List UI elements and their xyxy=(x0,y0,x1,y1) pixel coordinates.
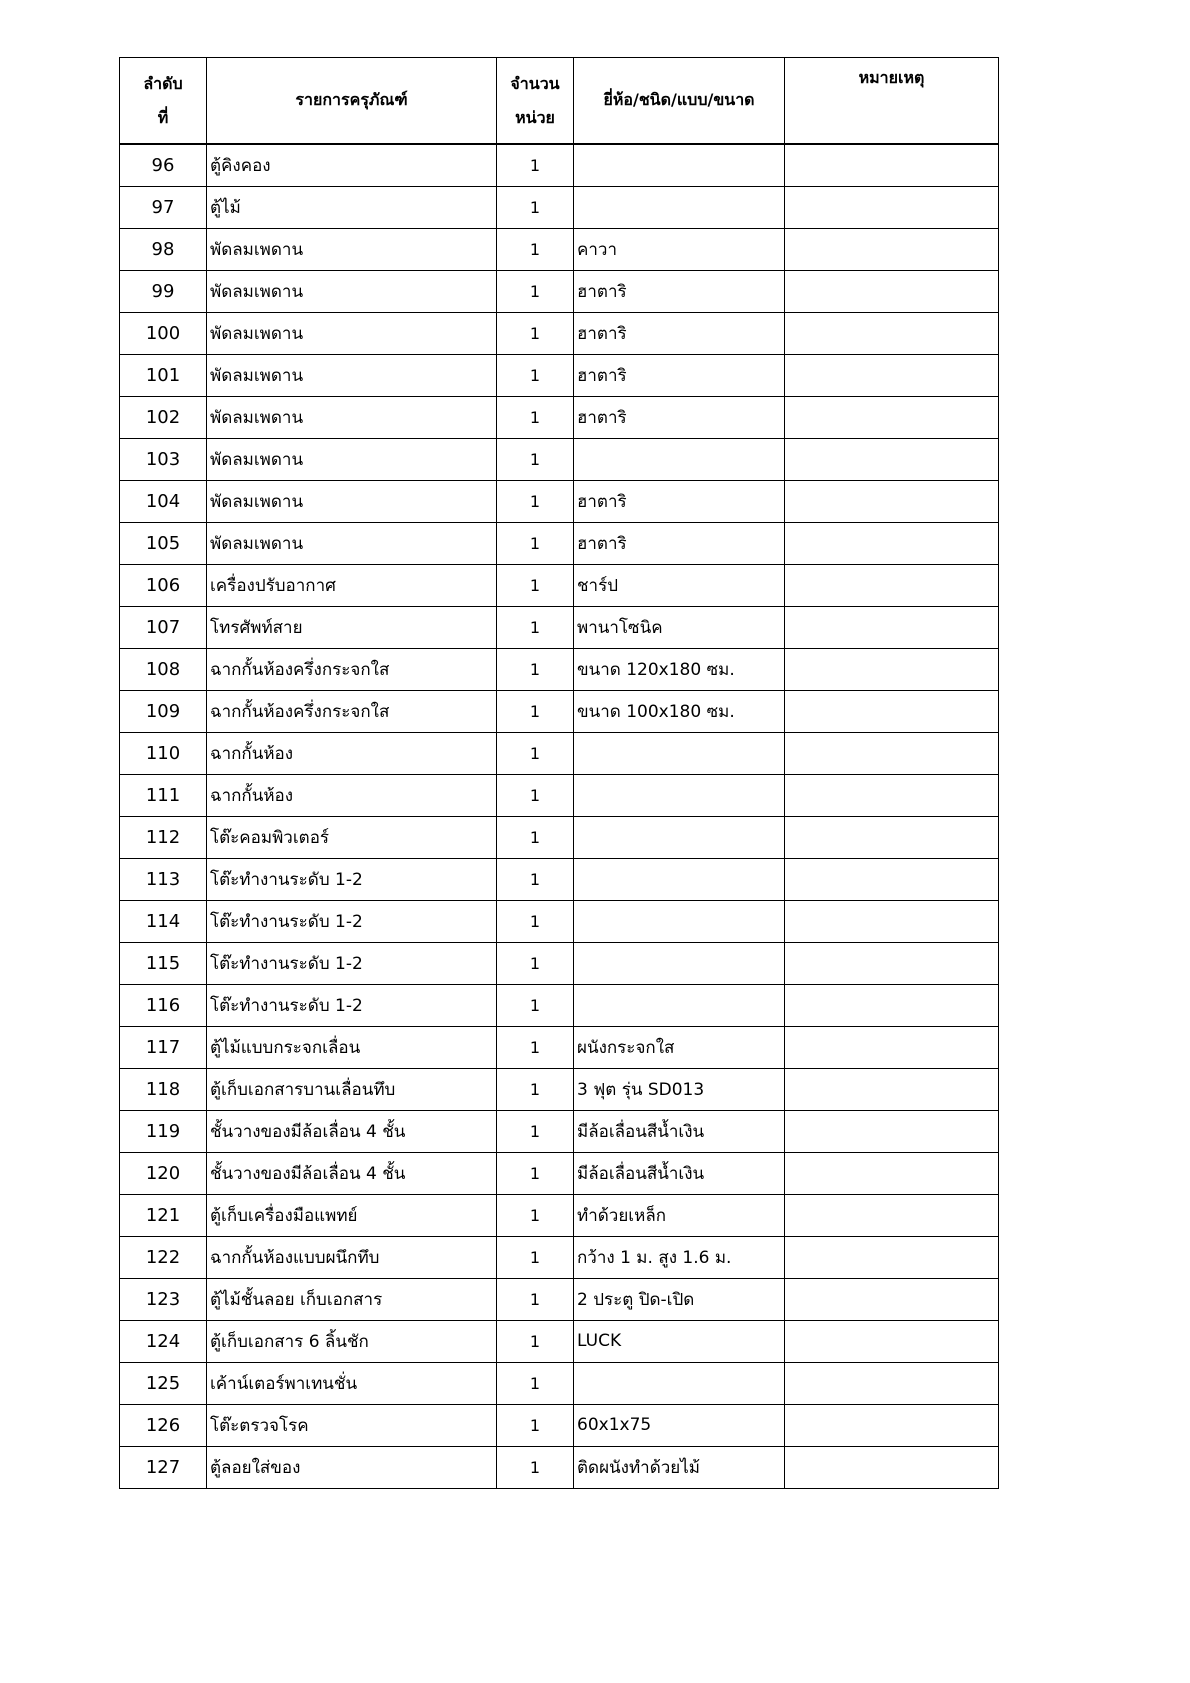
row-quantity: 1 xyxy=(497,648,574,690)
header-number xyxy=(120,58,207,145)
row-note xyxy=(785,1194,999,1236)
row-brand xyxy=(574,438,785,480)
row-brand: ฮาตาริ xyxy=(574,312,785,354)
table-row xyxy=(120,1278,999,1320)
row-note xyxy=(785,396,999,438)
row-item: ตู้ไม้ xyxy=(207,186,497,228)
row-brand: มีล้อเลื่อนสีน้ำเงิน xyxy=(574,1152,785,1194)
row-note xyxy=(785,732,999,774)
row-note xyxy=(785,1320,999,1362)
row-brand xyxy=(574,186,785,228)
table-row xyxy=(120,396,999,438)
row-note xyxy=(785,438,999,480)
header-quantity xyxy=(497,58,574,145)
table-row xyxy=(120,270,999,312)
table-row xyxy=(120,858,999,900)
row-item: ชั้นวางของมีล้อเลื่อน 4 ชั้น xyxy=(207,1110,497,1152)
row-item: ชั้นวางของมีล้อเลื่อน 4 ชั้น xyxy=(207,1152,497,1194)
row-number: 117 xyxy=(120,1026,207,1068)
row-item: ตู้เก็บเครื่องมือแพทย์ xyxy=(207,1194,497,1236)
header-quantity-line2: หน่วย xyxy=(515,107,555,127)
row-quantity: 1 xyxy=(497,858,574,900)
row-brand: คาวา xyxy=(574,228,785,270)
row-note xyxy=(785,1026,999,1068)
row-brand: ขนาด 100x180 ซม. xyxy=(574,690,785,732)
table-row xyxy=(120,186,999,228)
row-number: 119 xyxy=(120,1110,207,1152)
row-brand xyxy=(574,942,785,984)
row-brand: ฮาตาริ xyxy=(574,480,785,522)
row-note xyxy=(785,144,999,186)
row-item: ตู้เก็บเอกสารบานเลื่อนทึบ xyxy=(207,1068,497,1110)
row-number: 103 xyxy=(120,438,207,480)
row-note xyxy=(785,1152,999,1194)
header-note: หมายเหตุ xyxy=(785,58,999,145)
table-row xyxy=(120,606,999,648)
row-quantity: 1 xyxy=(497,984,574,1026)
row-quantity: 1 xyxy=(497,1194,574,1236)
row-number: 108 xyxy=(120,648,207,690)
row-number: 123 xyxy=(120,1278,207,1320)
row-number: 110 xyxy=(120,732,207,774)
table-row xyxy=(120,564,999,606)
table-row xyxy=(120,1026,999,1068)
table-row xyxy=(120,774,999,816)
row-brand xyxy=(574,900,785,942)
row-note xyxy=(785,984,999,1026)
row-brand: ทำด้วยเหล็ก xyxy=(574,1194,785,1236)
row-note xyxy=(785,606,999,648)
row-quantity: 1 xyxy=(497,438,574,480)
row-note xyxy=(785,858,999,900)
table-row xyxy=(120,522,999,564)
row-brand: ติดผนังทำด้วยไม้ xyxy=(574,1446,785,1488)
table-row xyxy=(120,1068,999,1110)
row-number: 116 xyxy=(120,984,207,1026)
table-row xyxy=(120,438,999,480)
row-note xyxy=(785,1110,999,1152)
row-quantity: 1 xyxy=(497,942,574,984)
row-number: 105 xyxy=(120,522,207,564)
row-brand: ฮาตาริ xyxy=(574,522,785,564)
row-item: ตู้คิงคอง xyxy=(207,144,497,186)
table-body xyxy=(120,144,999,1488)
row-item: พัดลมเพดาน xyxy=(207,396,497,438)
row-brand: ฮาตาริ xyxy=(574,354,785,396)
row-number: 104 xyxy=(120,480,207,522)
row-brand xyxy=(574,816,785,858)
equipment-table xyxy=(119,57,999,1489)
row-number: 121 xyxy=(120,1194,207,1236)
row-note xyxy=(785,228,999,270)
row-item: ตู้ลอยใส่ของ xyxy=(207,1446,497,1488)
row-number: 124 xyxy=(120,1320,207,1362)
row-note xyxy=(785,522,999,564)
table-row xyxy=(120,354,999,396)
row-quantity: 1 xyxy=(497,1362,574,1404)
row-quantity: 1 xyxy=(497,1278,574,1320)
row-note xyxy=(785,186,999,228)
row-brand: กว้าง 1 ม. สูง 1.6 ม. xyxy=(574,1236,785,1278)
row-quantity: 1 xyxy=(497,816,574,858)
row-brand: 60x1x75 xyxy=(574,1404,785,1446)
row-brand: พานาโซนิค xyxy=(574,606,785,648)
table-row xyxy=(120,816,999,858)
row-quantity: 1 xyxy=(497,228,574,270)
row-quantity: 1 xyxy=(497,1026,574,1068)
row-quantity: 1 xyxy=(497,396,574,438)
table-row xyxy=(120,1194,999,1236)
row-number: 127 xyxy=(120,1446,207,1488)
row-note xyxy=(785,816,999,858)
row-note xyxy=(785,648,999,690)
row-number: 96 xyxy=(120,144,207,186)
row-note xyxy=(785,564,999,606)
row-quantity: 1 xyxy=(497,270,574,312)
row-note xyxy=(785,900,999,942)
row-number: 109 xyxy=(120,690,207,732)
header-number-line1: ลำดับ xyxy=(143,73,183,93)
row-brand: ชาร์ป xyxy=(574,564,785,606)
row-brand: 2 ประตู ปิด-เปิด xyxy=(574,1278,785,1320)
row-number: 98 xyxy=(120,228,207,270)
row-item: ฉากกั้นห้อง xyxy=(207,732,497,774)
row-note xyxy=(785,1362,999,1404)
table-row xyxy=(120,1404,999,1446)
row-number: 122 xyxy=(120,1236,207,1278)
row-quantity: 1 xyxy=(497,1404,574,1446)
header-quantity-line1: จำนวน xyxy=(510,73,560,93)
row-item: ตู้เก็บเอกสาร 6 ลิ้นชัก xyxy=(207,1320,497,1362)
table-row xyxy=(120,900,999,942)
row-quantity: 1 xyxy=(497,732,574,774)
row-number: 106 xyxy=(120,564,207,606)
row-brand: มีล้อเลื่อนสีน้ำเงิน xyxy=(574,1110,785,1152)
row-note xyxy=(785,1404,999,1446)
row-note xyxy=(785,1236,999,1278)
row-item: ตู้ไม้ชั้นลอย เก็บเอกสาร xyxy=(207,1278,497,1320)
row-quantity: 1 xyxy=(497,522,574,564)
row-item: โทรศัพท์สาย xyxy=(207,606,497,648)
row-number: 107 xyxy=(120,606,207,648)
row-quantity: 1 xyxy=(497,1110,574,1152)
row-quantity: 1 xyxy=(497,606,574,648)
row-number: 126 xyxy=(120,1404,207,1446)
row-item: พัดลมเพดาน xyxy=(207,228,497,270)
table-row xyxy=(120,732,999,774)
row-number: 114 xyxy=(120,900,207,942)
row-number: 102 xyxy=(120,396,207,438)
row-item: พัดลมเพดาน xyxy=(207,270,497,312)
table-row xyxy=(120,1152,999,1194)
row-item: พัดลมเพดาน xyxy=(207,312,497,354)
header-item: รายการครุภัณฑ์ xyxy=(207,58,497,145)
row-item: ฉากกั้นห้องแบบผนึกทึบ xyxy=(207,1236,497,1278)
table-row xyxy=(120,690,999,732)
table-row xyxy=(120,1446,999,1488)
table-row xyxy=(120,144,999,186)
row-number: 118 xyxy=(120,1068,207,1110)
row-brand: ขนาด 120x180 ซม. xyxy=(574,648,785,690)
table-row xyxy=(120,1320,999,1362)
row-quantity: 1 xyxy=(497,690,574,732)
document-page xyxy=(119,57,998,1489)
row-item: พัดลมเพดาน xyxy=(207,522,497,564)
row-quantity: 1 xyxy=(497,900,574,942)
row-item: โต๊ะตรวจโรค xyxy=(207,1404,497,1446)
table-header-row xyxy=(120,58,999,145)
row-note xyxy=(785,270,999,312)
header-number-line2: ที่ xyxy=(157,107,169,127)
row-brand: ฮาตาริ xyxy=(574,396,785,438)
row-number: 115 xyxy=(120,942,207,984)
row-brand xyxy=(574,984,785,1026)
row-number: 125 xyxy=(120,1362,207,1404)
row-note xyxy=(785,1068,999,1110)
row-quantity: 1 xyxy=(497,354,574,396)
row-item: โต๊ะทำงานระดับ 1-2 xyxy=(207,900,497,942)
table-row xyxy=(120,312,999,354)
row-brand xyxy=(574,144,785,186)
row-brand: ผนังกระจกใส xyxy=(574,1026,785,1068)
table-row xyxy=(120,1110,999,1152)
row-item: เค้าน์เตอร์พาเทนชั่น xyxy=(207,1362,497,1404)
row-note xyxy=(785,354,999,396)
table-row xyxy=(120,942,999,984)
row-number: 99 xyxy=(120,270,207,312)
row-quantity: 1 xyxy=(497,186,574,228)
row-number: 113 xyxy=(120,858,207,900)
row-number: 120 xyxy=(120,1152,207,1194)
row-item: โต๊ะทำงานระดับ 1-2 xyxy=(207,942,497,984)
row-item: ตู้ไม้แบบกระจกเลื่อน xyxy=(207,1026,497,1068)
row-quantity: 1 xyxy=(497,144,574,186)
row-note xyxy=(785,312,999,354)
table-row xyxy=(120,228,999,270)
row-item: พัดลมเพดาน xyxy=(207,354,497,396)
row-quantity: 1 xyxy=(497,564,574,606)
table-row xyxy=(120,984,999,1026)
row-brand: 3 ฟุต รุ่น SD013 xyxy=(574,1068,785,1110)
row-item: ฉากกั้นห้องครึ่งกระจกใส xyxy=(207,648,497,690)
row-note xyxy=(785,1446,999,1488)
row-brand xyxy=(574,1362,785,1404)
row-quantity: 1 xyxy=(497,774,574,816)
row-quantity: 1 xyxy=(497,312,574,354)
row-note xyxy=(785,480,999,522)
row-quantity: 1 xyxy=(497,480,574,522)
row-brand: ฮาตาริ xyxy=(574,270,785,312)
table-row xyxy=(120,480,999,522)
row-item: พัดลมเพดาน xyxy=(207,438,497,480)
row-quantity: 1 xyxy=(497,1236,574,1278)
row-item: โต๊ะคอมพิวเตอร์ xyxy=(207,816,497,858)
row-item: เครื่องปรับอากาศ xyxy=(207,564,497,606)
row-note xyxy=(785,774,999,816)
row-quantity: 1 xyxy=(497,1152,574,1194)
row-brand xyxy=(574,858,785,900)
table-row xyxy=(120,648,999,690)
row-number: 97 xyxy=(120,186,207,228)
row-number: 111 xyxy=(120,774,207,816)
row-number: 112 xyxy=(120,816,207,858)
table-row xyxy=(120,1362,999,1404)
row-item: ฉากกั้นห้อง xyxy=(207,774,497,816)
row-number: 101 xyxy=(120,354,207,396)
table-row xyxy=(120,1236,999,1278)
row-quantity: 1 xyxy=(497,1320,574,1362)
row-item: โต๊ะทำงานระดับ 1-2 xyxy=(207,984,497,1026)
header-brand: ยี่ห้อ/ชนิด/แบบ/ขนาด xyxy=(574,58,785,145)
row-quantity: 1 xyxy=(497,1446,574,1488)
row-quantity: 1 xyxy=(497,1068,574,1110)
row-note xyxy=(785,942,999,984)
row-number: 100 xyxy=(120,312,207,354)
row-note xyxy=(785,1278,999,1320)
row-item: พัดลมเพดาน xyxy=(207,480,497,522)
row-brand xyxy=(574,732,785,774)
row-item: โต๊ะทำงานระดับ 1-2 xyxy=(207,858,497,900)
row-brand xyxy=(574,774,785,816)
row-note xyxy=(785,690,999,732)
row-item: ฉากกั้นห้องครึ่งกระจกใส xyxy=(207,690,497,732)
row-brand: LUCK xyxy=(574,1320,785,1362)
